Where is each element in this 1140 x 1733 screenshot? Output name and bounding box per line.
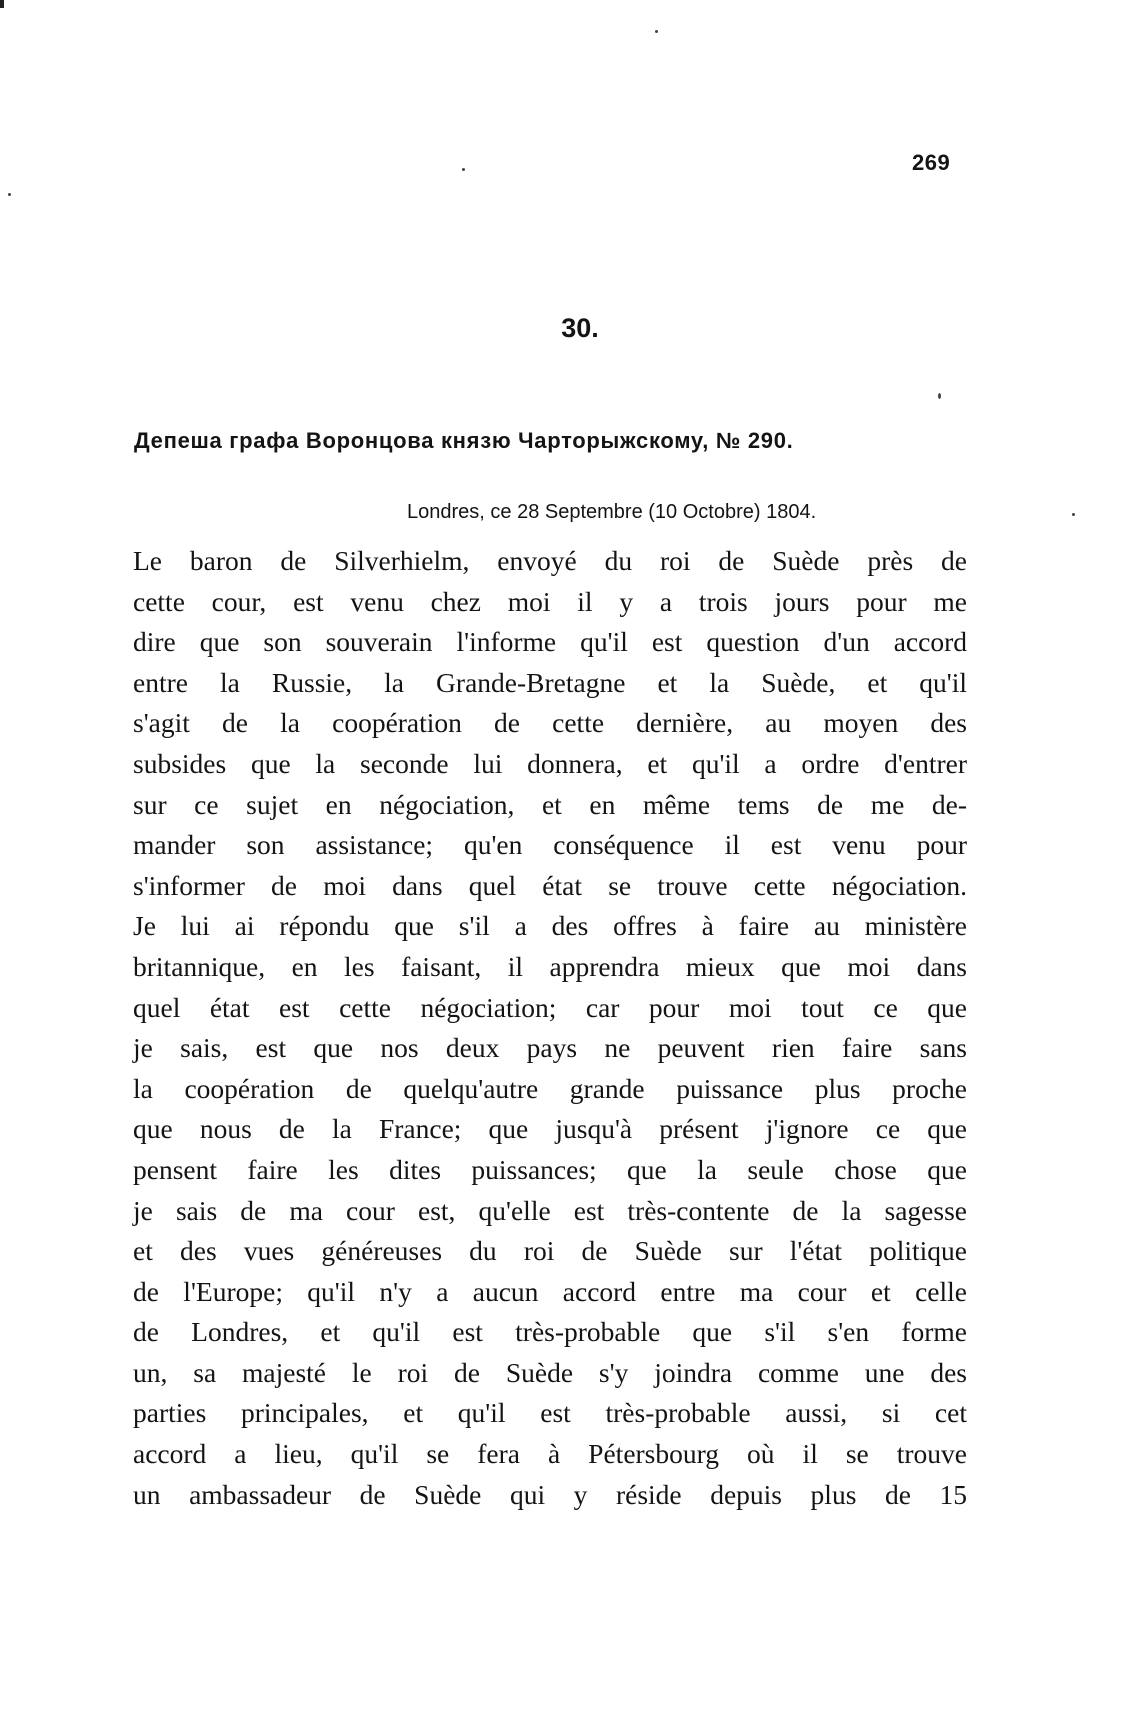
- body-line: s'agit de la coopération de cette dernière, au moyen des: [133, 707, 967, 739]
- document-heading: Депеша графа Воронцова князю Чарторыжскому, № 290.: [134, 428, 794, 453]
- scan-speck: [462, 168, 465, 171]
- body-line: et des vues généreuses du roi de Suède sur l'état politique: [133, 1235, 967, 1267]
- scan-corner-mark: [0, 0, 4, 8]
- body-line: la coopération de quelqu'autre grande puissance plus proche: [133, 1072, 967, 1104]
- body-text: [133, 541, 967, 1515]
- body-line: de Londres, et qu'il est très-probable que s'il s'en forme: [133, 1316, 967, 1348]
- scan-speck: [938, 393, 941, 399]
- body-line: Le baron de Silverhielm, envoyé du roi de Suède près de: [133, 545, 967, 576]
- page-number: 269: [912, 150, 951, 175]
- body-line: je sais de ma cour est, qu'elle est très-contente de la sagesse: [133, 1194, 967, 1226]
- body-line: pensent faire les dites puissances; que la seule chose que: [133, 1153, 967, 1185]
- body-line: dire que son souverain l'informe qu'il est question d'un accord: [133, 626, 967, 658]
- body-line: accord a lieu, qu'il se fera à Pétersbourg où il se trouve: [133, 1438, 967, 1470]
- body-line: cette cour, est venu chez moi il y a trois jours pour me: [133, 585, 967, 617]
- scan-speck: [8, 193, 11, 196]
- body-line: mander son assistance; qu'en conséquence il est venu pour: [133, 829, 967, 861]
- body-line: parties principales, et qu'il est très-probable aussi, si cet: [133, 1397, 967, 1429]
- body-line: un, sa majesté le roi de Suède s'y joindra comme une des: [133, 1356, 967, 1388]
- body-line: quel état est cette négociation; car pour moi tout ce que: [133, 991, 967, 1023]
- body-line: je sais, est que nos deux pays ne peuvent rien faire sans: [133, 1032, 967, 1064]
- body-line: de l'Europe; qu'il n'y a aucun accord entre ma cour et celle: [133, 1275, 967, 1307]
- document-number: 30.: [561, 313, 599, 343]
- body-line: britannique, en les faisant, il apprendra mieux que moi dans: [133, 950, 967, 982]
- scan-speck: [1072, 513, 1075, 516]
- body-line: un ambassadeur de Suède qui y réside depuis plus de 15: [133, 1478, 967, 1510]
- body-line: entre la Russie, la Grande-Bretagne et la Suède, et qu'il: [133, 666, 967, 698]
- body-line: subsides que la seconde lui donnera, et qu'il a ordre d'entrer: [133, 747, 967, 779]
- dateline: Londres, ce 28 Septembre (10 Octobre) 1804.: [407, 501, 817, 523]
- body-line: sur ce sujet en négociation, et en même tems de me de-: [133, 788, 967, 820]
- body-line: que nous de la France; que jusqu'à présent j'ignore ce que: [133, 1113, 967, 1145]
- body-line: Je lui ai répondu que s'il a des offres à faire au ministère: [133, 910, 967, 942]
- body-line: s'informer de moi dans quel état se trouve cette négociation.: [133, 869, 967, 901]
- scan-speck: [655, 30, 658, 33]
